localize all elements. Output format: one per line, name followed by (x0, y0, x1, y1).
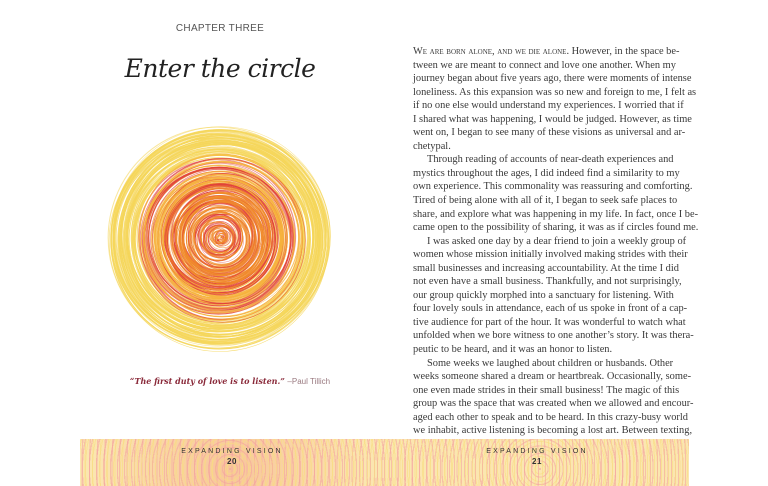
text-line: one even made strides in their small business! The magic of this (413, 384, 680, 396)
chapter-label: CHAPTER THREE (175, 23, 265, 34)
opening-smallcaps: We are born alone, and we die alone. (413, 46, 570, 57)
concentric-circle-illustration (100, 88, 340, 368)
text-line: I shared what was happening, I would be judged. However, as time (413, 113, 692, 125)
text-line: journey began about five years ago, there were moments of intense (413, 73, 692, 85)
page-number: 20 (227, 457, 237, 466)
quote-text: “The first duty of love is to listen.” (129, 376, 285, 386)
text-line: share, and explore what was happening in my life. In fact, once I be- (413, 208, 699, 220)
text-line: tive audience for part of the hour. It was wonderful to watch what (413, 316, 686, 328)
text-line: loneliness. As this expansion was so new and foreign to me, I felt as (413, 86, 697, 98)
page-number: 21 (532, 457, 542, 466)
text-line: we inhabit, active listening is becoming a lost art. Between texting, (413, 425, 693, 437)
text-line: unfolded when we bore witness to one another’s story. It was thera- (413, 330, 694, 342)
chapter-title: Enter the circle (124, 54, 316, 83)
text-line: came open to the possibility of sharing, it was as if circles found me. (413, 222, 699, 234)
text-line: weeks someone shared a dream or heartbreak. Occasionally, some- (413, 371, 692, 383)
text-line: if no one else would understand my experiences. I worried that if (413, 100, 684, 112)
text-line: mystics throughout the ages, I did indeed find a similarity to my (413, 167, 680, 179)
text-line: went on, I began to see many of these visions as universal and ar- (413, 127, 686, 139)
text-line: Through reading of accounts of near-death experiences and (427, 154, 674, 166)
text-line: group was the space that was created when we allowed and encour- (413, 398, 694, 410)
epigraph (0, 376, 460, 386)
text-line: Tired of being alone with all of it, I began to seek safe places to (413, 195, 678, 207)
text-line: not even have a small business. Thankfully, and not surprisingly, (413, 276, 682, 288)
text-line: tween we are meant to connect and love one another. When my (413, 59, 676, 71)
body-text (413, 45, 699, 438)
text-line: I was asked one day by a dear friend to join a weekly group of (427, 235, 687, 247)
running-footer-title: EXPANDING VISION (486, 448, 588, 455)
text-line: aged each other to speak and to be heard. In this crazy-busy world (413, 411, 688, 423)
footer-left (132, 448, 332, 466)
text-line: own experience. This commonality was reassuring and comforting. (413, 181, 693, 193)
running-footer-title: EXPANDING VISION (181, 448, 283, 455)
text-line: chetypal. (413, 140, 451, 152)
text-line: Some weeks we laughed about children or husbands. Other (427, 357, 674, 369)
text-line: four lovely souls in attendance, each of us spoke in front of a cap- (413, 303, 688, 315)
text-line: our group quickly morphed into a sanctuary for listening. With (413, 289, 674, 301)
text-line (413, 45, 680, 59)
footer-right (437, 448, 637, 466)
line-text: However, in the space be- (569, 46, 680, 57)
quote-attribution: –Paul Tillich (287, 377, 331, 386)
text-line: peutic to be heard, and it was an honor to listen. (413, 344, 613, 356)
text-line: small businesses and increasing accountability. At the time I did (413, 262, 679, 274)
text-line: women whose mission initially involved making strides with their (413, 249, 688, 261)
